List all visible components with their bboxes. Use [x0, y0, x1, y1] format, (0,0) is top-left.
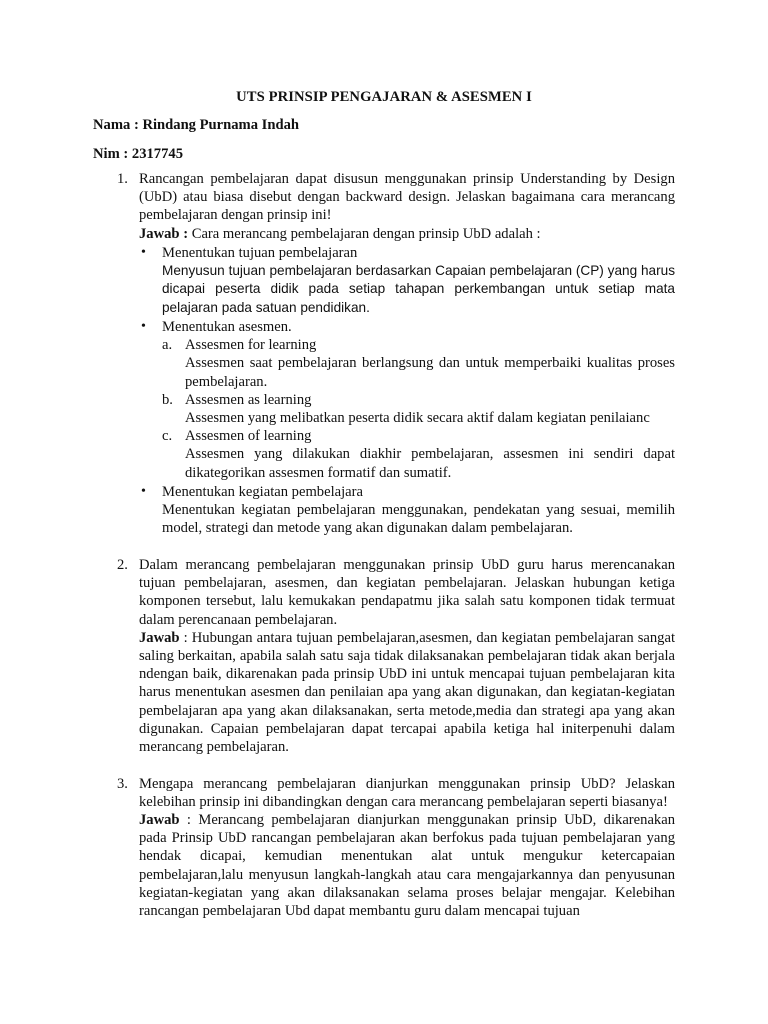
- question-item: [0, 170, 768, 538]
- sub-title: Assesmen as learning: [185, 391, 312, 408]
- document-title: UTS PRINSIP PENGAJARAN & ASESMEN I: [236, 89, 532, 105]
- sub-item: [162, 427, 675, 482]
- answer-label: Jawab: [139, 629, 180, 646]
- bullet-title: • Menentukan tujuan pembelajaran: [162, 245, 358, 261]
- question-number: 2.: [117, 557, 128, 574]
- answer-text: : Hubungan antara tujuan pembelajaran,asesmen, dan kegiatan pembelajaran sangat saling berkaitan, apabila salah satu saja tidak dilaksanakan pembelajaran tidak akan berjala ndengan baik, dikarenakan pada prinsip UbD ini untuk mencapai tujuan pembelajaran kita harus menentukan asesmen dan penilaian apa yang akan digunakan, dan kegiatan-kegiatan pembelajaran apa yang akan dilaksanakan, serta metode,media dan strategi apa yang akan digunakan. Capaian pembelajaran dapat tercapai apabila ketiga hal initerpenuhi dalam merancang pembelajaran.: [139, 629, 675, 756]
- question-text: Mengapa merancang pembelajaran dianjurkan menggunakan prinsip UbD? Jelaskan kelebihan prinsip ini dibandingkan dengan cara merancang pembelajaran seperti biasanya!: [139, 775, 675, 810]
- bullet-item: [139, 318, 675, 482]
- bullet-detail: Menentukan kegiatan pembelajaran menggunakan, pendekatan yang sesuai, memilih model, strategi dan metode yang akan digunakan dalam pembelajaran.: [162, 502, 675, 537]
- answer-intro-text: Cara merancang pembelajaran dengan prinsip UbD adalah :: [188, 225, 541, 242]
- answer-paragraph: [139, 629, 675, 756]
- answer-intro: [139, 225, 675, 243]
- bullet-item: [139, 244, 675, 317]
- sub-list: [162, 336, 675, 482]
- answer-bullet-list: [139, 244, 675, 538]
- bullet-title: • Menentukan asesmen.: [162, 319, 292, 335]
- sub-letter: b.: [162, 391, 173, 408]
- question-text: Rancangan pembelajaran dapat disusun menggunakan prinsip Understanding by Design (UbD) atau biasa disebut dengan backward design. Jelaskan bagaimana cara merancang pembelajaran dengan prinsip ini!: [139, 171, 675, 224]
- sub-letter: a.: [162, 337, 173, 354]
- student-name: Nama : Rindang Purnama Indah: [93, 117, 299, 133]
- bullet-item: [139, 483, 675, 538]
- bullet-detail: Menyusun tujuan pembelajaran berdasarkan Capaian pembelajaran (CP) yang harus dicapai peserta didik pada setiap tahapan perkembangan untuk setiap mata pelajaran pada satuan pendidikan.: [162, 263, 675, 315]
- answer-paragraph: [139, 811, 675, 920]
- bullet-title: • Menentukan kegiatan pembelajara: [162, 484, 363, 501]
- sub-item: [162, 391, 675, 427]
- sub-detail: Assesmen saat pembelajaran berlangsung dan untuk memperbaiki kualitas proses pembelajaran.: [185, 355, 675, 390]
- answer-label: Jawab :: [139, 225, 189, 242]
- sub-title: Assesmen for learning: [185, 337, 317, 354]
- answer-label: Jawab: [139, 812, 180, 829]
- sub-item: [162, 336, 675, 391]
- question-item: [0, 556, 768, 756]
- sub-detail: Assesmen yang melibatkan peserta didik secara aktif dalam kegiatan penilaianc: [185, 410, 650, 427]
- question-number: 3.: [117, 775, 128, 792]
- answer-text: : Merancang pembelajaran dianjurkan menggunakan prinsip UbD, dikarenakan pada Prinsip UbD rancangan pembelajaran akan berfokus pada tujuan pembelajaran yang hendak dicapai, kemudian menentukan alat untuk mengukur ketercapaian pembelajaran,lalu menyusun langkah-langkah atau cara mengajarkannya dan penyusunan kegiatan-kegiatan yang akan dilaksanakan selama proses belajar mengajar. Kelebihan rancangan pembelajaran Ubd dapat membantu guru dalam mencapai tujuan: [139, 812, 675, 920]
- question-item: [0, 775, 768, 921]
- question-number: 1.: [117, 171, 128, 187]
- question-list: [0, 170, 768, 920]
- sub-detail: Assesmen yang dilakukan diakhir pembelajaran, assesmen ini sendiri dapat dikategorikan assesmen formatif dan sumatif.: [185, 446, 675, 481]
- student-nim: Nim : 2317745: [93, 146, 183, 162]
- sub-letter: c.: [162, 428, 173, 445]
- question-text: Dalam merancang pembelajaran menggunakan prinsip UbD guru harus merencanakan tujuan pembelajaran, asesmen, dan kegiatan pembelajaran. Jelaskan hubungan ketiga komponen tersebut, lalu kemukakan pendapatmu jika salah satu komponen tidak termuat dalam perencanaan pembelajaran.: [139, 557, 675, 628]
- sub-title: Assesmen of learning: [185, 428, 312, 445]
